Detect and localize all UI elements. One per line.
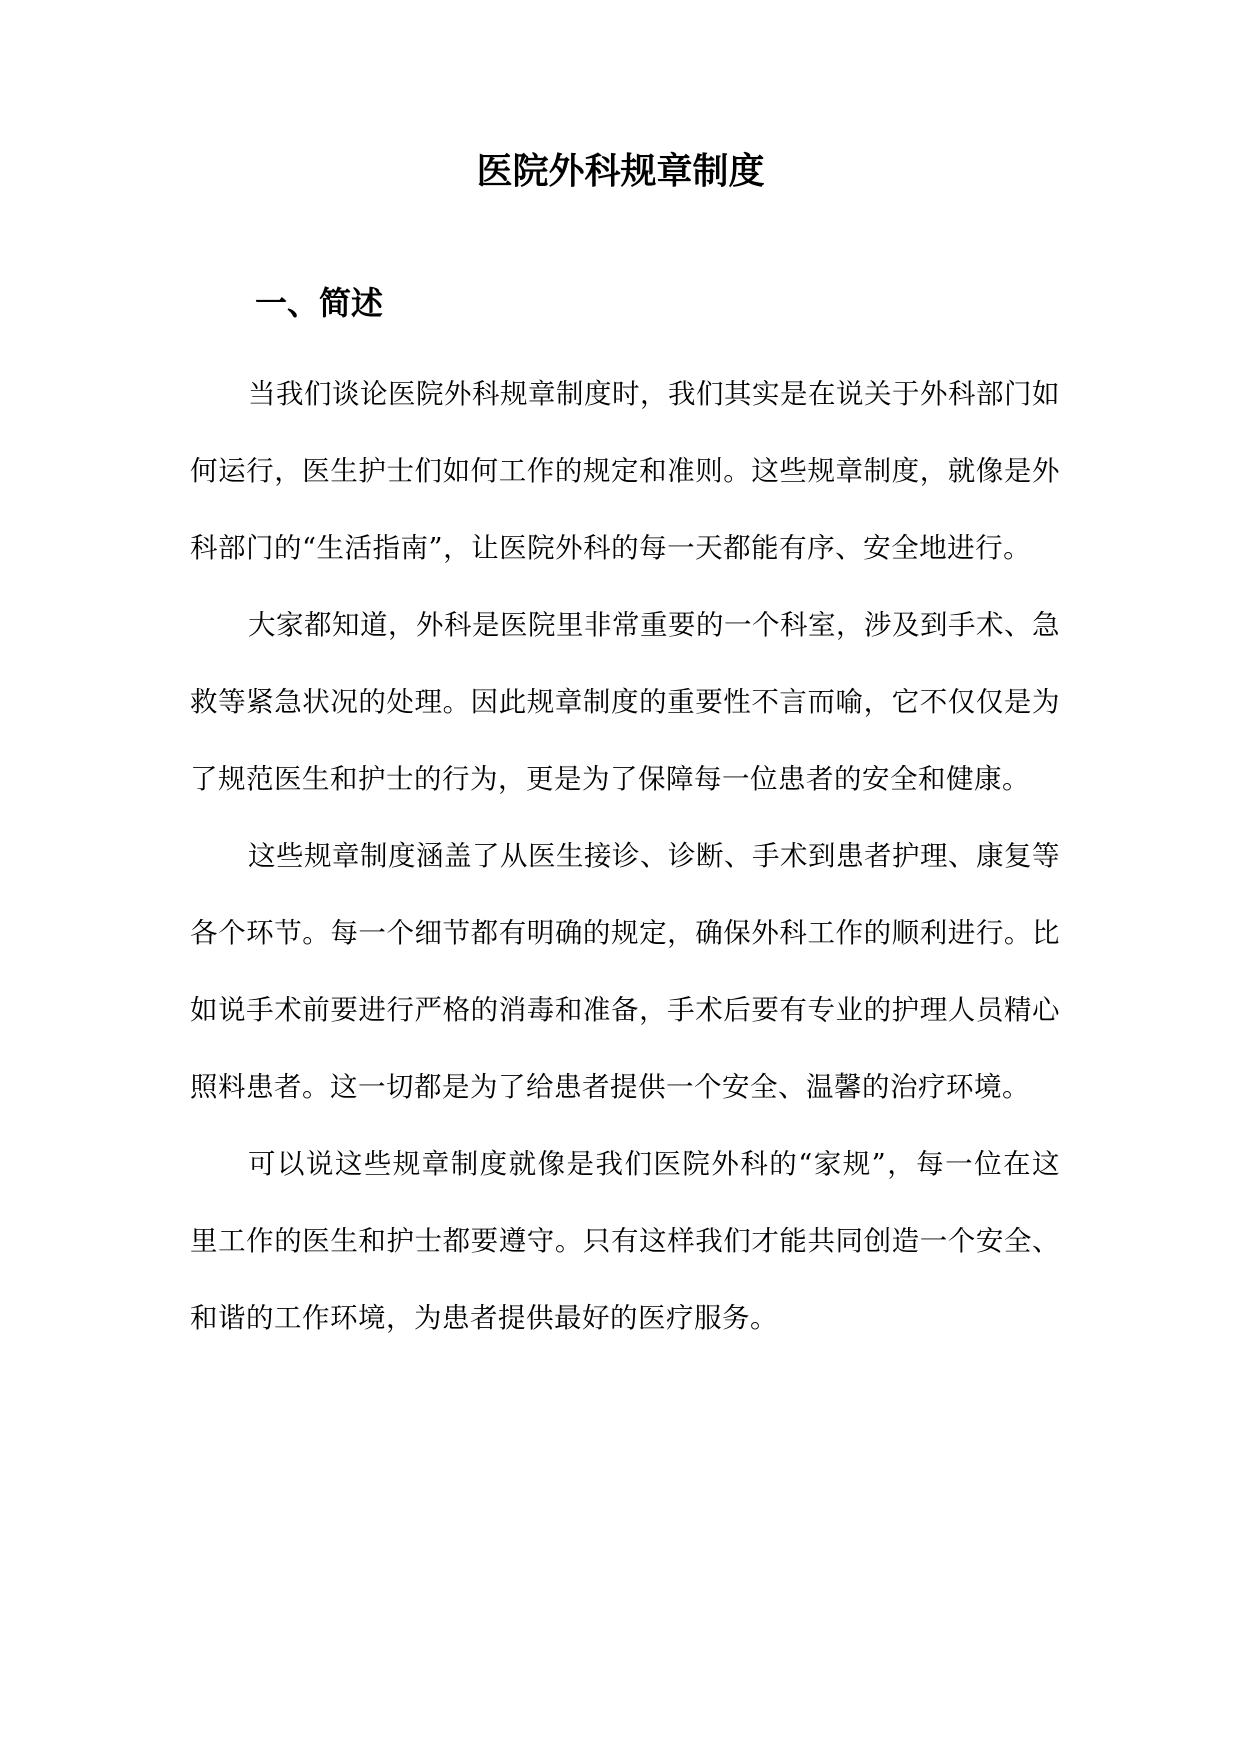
paragraph-2: 大家都知道，外科是医院里非常重要的一个科室，涉及到手术、急救等紧急状况的处理。因此规章制度的重要性不言而喻，它不仅仅是为了规范医生和护士的行为，更是为了保障每一位患者的安全和健康。	[190, 609, 1060, 795]
paragraph-4: 可以说这些规章制度就像是我们医院外科的“家规”，每一位在这里工作的医生和护士都要遵守。只有这样我们才能共同创造一个安全、和谐的工作环境，为患者提供最好的医疗服务。	[190, 1148, 1060, 1334]
body-text	[190, 356, 1060, 1357]
section-heading: 一、简述	[255, 284, 384, 322]
paragraph-1: 当我们谈论医院外科规章制度时，我们其实是在说关于外科部门如何运行，医生护士们如何工作的规定和准则。这些规章制度，就像是外科部门的“生活指南”，让医院外科的每一天都能有序、安全地进行。	[190, 378, 1060, 564]
document-title: 医院外科规章制度	[476, 151, 765, 192]
paragraph-3: 这些规章制度涵盖了从医生接诊、诊断、手术到患者护理、康复等各个环节。每一个细节都有明确的规定，确保外科工作的顺利进行。比如说手术前要进行严格的消毒和准备，手术后要有专业的护理人员精心照料患者。这一切都是为了给患者提供一个安全、温馨的治疗环境。	[190, 840, 1060, 1103]
